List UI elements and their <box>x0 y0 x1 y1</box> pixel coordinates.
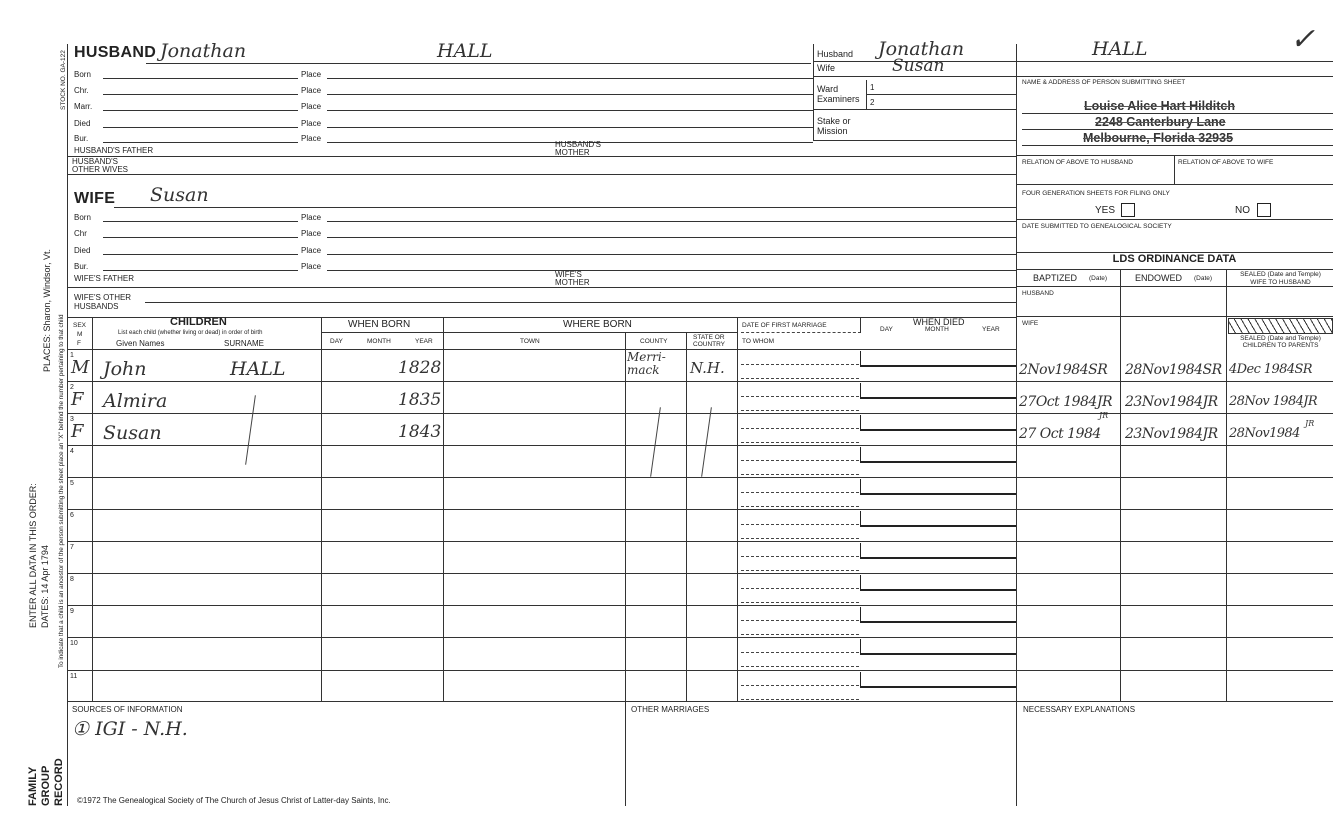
marriage-dash-line <box>741 364 859 365</box>
marriage-dash-line <box>741 685 859 686</box>
marriage-dash-line <box>741 460 859 461</box>
submitter-label: NAME & ADDRESS OF PERSON SUBMITTING SHEET <box>1022 79 1186 86</box>
rule <box>1016 316 1333 317</box>
death-date-box <box>860 447 1016 463</box>
death-date-box <box>860 543 1016 559</box>
husband-place-line <box>327 110 813 111</box>
rule <box>67 156 1016 157</box>
sealed-wife-label-2: WIFE TO HUSBAND <box>1250 279 1311 286</box>
rule <box>813 61 1333 62</box>
wife-event-line <box>103 254 298 255</box>
child-baptized-date: 2Nov1984SR <box>1019 362 1108 378</box>
child-baptized-date: 27 Oct 1984 <box>1019 426 1101 442</box>
wife-place-line <box>327 237 1016 238</box>
wife-place-label: Place <box>301 213 322 222</box>
rule <box>741 332 861 333</box>
born-year-label: YEAR <box>415 338 433 345</box>
yes-checkbox[interactable] <box>1121 203 1135 217</box>
wife-mother-label-1: WIFE'S <box>555 270 582 279</box>
rule <box>625 332 626 701</box>
child-sealed-date: 4Dec 1984SR <box>1229 362 1312 377</box>
necessary-explanations-label: NECESSARY EXPLANATIONS <box>1023 705 1136 714</box>
marriage-dash-line <box>741 396 859 397</box>
rule <box>443 332 737 333</box>
rule <box>1016 269 1333 270</box>
child-number: 3 <box>70 416 74 423</box>
rule <box>1022 129 1333 130</box>
death-date-box <box>860 672 1016 688</box>
child-birth-year: 1828 <box>398 358 442 378</box>
death-date-box <box>860 479 1016 495</box>
examiners-label: Examiners <box>817 94 860 104</box>
husband-event-label: Marr. <box>74 102 93 111</box>
marriage-dash-line <box>741 378 859 379</box>
places-note: PLACES: Sharon, Windsor, Vt. <box>42 248 52 372</box>
husband-surname: HALL <box>437 40 493 62</box>
wife-place-label: Place <box>301 246 322 255</box>
rule <box>145 302 1016 303</box>
rule <box>1016 286 1333 287</box>
child-given-name: Almira <box>103 390 168 412</box>
marriage-dash-line <box>741 538 859 539</box>
child-number: 7 <box>70 544 74 551</box>
wife-event-line <box>103 237 298 238</box>
relation-husband-label: RELATION OF ABOVE TO HUSBAND <box>1022 159 1133 166</box>
jr-note-2: JR <box>1305 419 1315 428</box>
table-row <box>67 509 1333 510</box>
husband-other-wives-label-2: OTHER WIVES <box>72 165 129 174</box>
sex-label: SEX <box>73 322 87 329</box>
husband-place-label: Place <box>301 70 322 79</box>
death-date-box <box>860 575 1016 591</box>
baptized-date-label: (Date) <box>1089 275 1108 282</box>
exam-husband-label: Husband <box>817 49 854 59</box>
children-note: List each child (whether living or dead) in order of birth <box>118 330 263 336</box>
ditto-mark <box>245 395 256 464</box>
lds-husband-label: HUSBAND <box>1022 290 1054 297</box>
born-month-label: MONTH <box>367 338 391 345</box>
child-surname: HALL <box>230 358 286 380</box>
wife-place-line <box>327 254 1016 255</box>
when-died-label: WHEN DIED <box>913 317 965 327</box>
rule <box>1016 219 1333 220</box>
husband-event-line <box>103 142 298 143</box>
rule <box>813 140 1016 141</box>
wife-place-label: Place <box>301 229 322 238</box>
child-number: 10 <box>70 640 78 647</box>
death-date-box <box>860 607 1016 623</box>
husband-father-label: HUSBAND'S FATHER <box>74 146 154 155</box>
table-row <box>67 541 1333 542</box>
rule <box>1022 113 1333 114</box>
wife-place-line <box>327 221 1016 222</box>
child-birth-year: 1843 <box>398 422 442 442</box>
wife-event-label: Bur. <box>74 262 89 271</box>
town-label: TOWN <box>520 338 540 345</box>
child-number: 9 <box>70 608 74 615</box>
husband-place-line <box>327 94 813 95</box>
marriage-dash-line <box>741 410 859 411</box>
husband-place-line <box>327 127 813 128</box>
child-sex: F <box>71 421 84 442</box>
child-sealed-date: 28Nov 1984JR <box>1229 394 1318 409</box>
four-generation-label: FOUR GENERATION SHEETS FOR FILING ONLY <box>1022 190 1170 197</box>
marriage-dash-line <box>741 588 859 589</box>
rule <box>813 109 1016 110</box>
examiner-1-label: 1 <box>870 83 875 92</box>
child-given-name: John <box>103 358 147 380</box>
hatched-area <box>1228 318 1333 334</box>
husband-name-line <box>146 63 811 64</box>
form-title-group: GROUP <box>40 765 52 806</box>
child-birth-year: 1835 <box>398 390 442 410</box>
to-whom-label: TO WHOM <box>742 338 775 345</box>
child-sex: F <box>71 389 84 410</box>
child-number: 6 <box>70 512 74 519</box>
child-baptized-date: 27Oct 1984JR <box>1019 394 1112 410</box>
marriage-dash-line <box>741 442 859 443</box>
ditto-mark <box>701 407 712 476</box>
sealed-wife-label-1: SEALED (Date and Temple) <box>1240 271 1321 278</box>
exam-wife-value: Susan <box>892 56 945 76</box>
marriage-dash-line <box>741 602 859 603</box>
other-marriages-label: OTHER MARRIAGES <box>631 705 710 714</box>
rule <box>860 317 861 333</box>
sex-f-label: F <box>77 340 81 347</box>
death-date-box <box>860 383 1016 399</box>
wife-father-label: WIFE'S FATHER <box>74 274 135 283</box>
rule <box>321 332 443 333</box>
county-label: COUNTY <box>640 338 668 345</box>
sources-value: ① IGI - N.H. <box>72 718 188 740</box>
form-title-record: RECORD <box>53 758 65 806</box>
child-number: 1 <box>70 352 74 359</box>
lds-title: LDS ORDINANCE DATA <box>1112 253 1237 265</box>
endowed-date-label: (Date) <box>1194 275 1213 282</box>
husband-other-wives-label-1: HUSBAND'S <box>72 157 118 166</box>
child-number: 8 <box>70 576 74 583</box>
wife-other-husbands-label-2: HUSBANDS <box>74 302 119 311</box>
ancestor-instructions: To indicate that a child is an ancestor of the person submitting the sheet place an "X" behind the number pertaining to that child <box>58 314 65 668</box>
child-birth-county: Merri-mack <box>627 350 666 377</box>
table-row <box>67 381 1333 382</box>
husband-event-label: Bur. <box>74 134 89 143</box>
submitter-name: Louise Alice Hart Hilditch <box>1084 99 1235 113</box>
child-sex: M <box>71 357 90 378</box>
husband-event-line <box>103 110 298 111</box>
left-border <box>67 44 68 806</box>
husband-mother-label-1: HUSBAND'S <box>555 140 601 149</box>
child-endowed-date: 23Nov1984JR <box>1125 394 1218 410</box>
child-number: 2 <box>70 384 74 391</box>
wife-mother-label-2: MOTHER <box>555 278 590 287</box>
wife-event-label: Died <box>74 246 91 255</box>
died-day-label: DAY <box>880 326 893 333</box>
ward-label: Ward <box>817 84 839 94</box>
sealed-children-label-2: CHILDREN TO PARENTS <box>1242 342 1319 349</box>
submitter-city: Melbourne, Florida 32935 <box>1083 131 1234 145</box>
date-submitted-label: DATE SUBMITTED TO GENEALOGICAL SOCIETY <box>1022 223 1172 230</box>
mission-label: Mission <box>817 126 848 136</box>
examiner-box-border <box>813 44 814 141</box>
copyright: ©1972 The Genealogical Society of The Church of Jesus Christ of Latter-day Saints, Inc. <box>77 796 391 805</box>
baptized-label: BAPTIZED <box>1033 273 1078 283</box>
death-date-box <box>860 415 1016 431</box>
death-date-box <box>860 511 1016 527</box>
wife-given-name: Susan <box>150 184 209 206</box>
rule <box>625 701 626 806</box>
husband-event-label: Chr. <box>74 86 89 95</box>
surname-header-label: SURNAME <box>224 339 265 348</box>
wife-event-line <box>103 221 298 222</box>
child-number: 11 <box>70 673 78 680</box>
died-month-label: MONTH <box>925 326 949 333</box>
marriage-dash-line <box>741 524 859 525</box>
child-birth-state: N.H. <box>690 359 725 377</box>
no-checkbox[interactable] <box>1257 203 1271 217</box>
husband-given-name: Jonathan <box>160 40 247 62</box>
marriage-dash-line <box>741 699 859 700</box>
form-title-family: FAMILY <box>27 766 39 806</box>
wife-place-line <box>327 270 1016 271</box>
marriage-dash-line <box>741 570 859 571</box>
rule <box>67 701 1333 702</box>
child-sealed-date: 28Nov1984 <box>1229 426 1300 441</box>
child-number: 4 <box>70 448 74 455</box>
when-born-label: WHEN BORN <box>348 319 411 330</box>
table-row <box>67 573 1333 574</box>
marriage-dash-line <box>741 652 859 653</box>
husband-place-label: Place <box>301 119 322 128</box>
child-given-name: Susan <box>103 422 162 444</box>
exam-wife-label: Wife <box>817 63 835 73</box>
right-section-border <box>1016 44 1017 806</box>
rule <box>67 287 1016 288</box>
husband-event-label: Died <box>74 119 91 128</box>
given-names-label: Given Names <box>116 339 165 348</box>
rule <box>1022 145 1333 146</box>
marriage-dash-line <box>741 474 859 475</box>
rule <box>67 349 1016 350</box>
husband-place-label: Place <box>301 134 322 143</box>
table-row <box>67 605 1333 606</box>
child-number: 5 <box>70 480 74 487</box>
marriage-dash-line <box>741 634 859 635</box>
died-year-label: YEAR <box>982 326 1000 333</box>
stock-number: STOCK NO. GA-122 <box>60 50 67 110</box>
rule <box>866 94 1016 95</box>
yes-label: YES <box>1095 205 1116 216</box>
children-label: CHILDREN <box>170 316 227 328</box>
husband-place-label: Place <box>301 86 322 95</box>
table-row <box>67 670 1333 671</box>
table-row <box>67 637 1333 638</box>
table-row <box>67 445 1333 446</box>
marriage-dash-line <box>741 492 859 493</box>
marriage-dash-line <box>741 556 859 557</box>
husband-event-label: Born <box>74 70 91 79</box>
born-day-label: DAY <box>330 338 343 345</box>
exam-husband-surname: HALL <box>1092 38 1148 60</box>
husband-event-line <box>103 78 298 79</box>
where-born-label: WHERE BORN <box>563 319 632 330</box>
wife-label: WIFE <box>74 190 116 207</box>
death-date-box <box>860 639 1016 655</box>
lds-wife-label: WIFE <box>1022 320 1039 327</box>
wife-event-line <box>103 270 298 271</box>
marriage-dash-line <box>741 428 859 429</box>
enter-data-order: ENTER ALL DATA IN THIS ORDER: <box>28 483 38 628</box>
rule <box>686 332 687 701</box>
examiner-2-label: 2 <box>870 98 875 107</box>
wife-place-label: Place <box>301 262 322 271</box>
check-mark: ✓ <box>1290 22 1316 57</box>
state-label-2: COUNTRY <box>693 341 726 348</box>
husband-place-label: Place <box>301 102 322 111</box>
sealed-children-label-1: SEALED (Date and Temple) <box>1240 335 1321 342</box>
wife-event-label: Born <box>74 213 91 222</box>
husband-mother-label-2: MOTHER <box>555 148 590 157</box>
state-label-1: STATE OR <box>693 334 725 341</box>
jr-note-1: JR <box>1099 411 1109 420</box>
exam-husband-value: Jonathan <box>878 38 965 60</box>
ditto-mark <box>650 407 661 476</box>
endowed-label: ENDOWED <box>1135 273 1182 283</box>
relation-wife-label: RELATION OF ABOVE TO WIFE <box>1178 159 1274 166</box>
stake-label: Stake or <box>817 116 851 126</box>
wife-name-line <box>114 207 1016 208</box>
no-label: NO <box>1235 205 1250 216</box>
marriage-dash-line <box>741 506 859 507</box>
husband-event-line <box>103 127 298 128</box>
wife-event-label: Chr <box>74 229 87 238</box>
rule <box>813 76 1333 77</box>
husband-place-line <box>327 78 813 79</box>
child-endowed-date: 28Nov1984SR <box>1125 362 1222 378</box>
submitter-street: 2248 Canterbury Lane <box>1095 115 1226 129</box>
rule <box>1016 184 1333 185</box>
child-endowed-date: 23Nov1984JR <box>1125 426 1218 442</box>
sex-m-label: M <box>77 331 83 338</box>
sources-label: SOURCES OF INFORMATION <box>72 705 183 714</box>
death-date-box <box>860 351 1016 367</box>
table-row <box>67 477 1333 478</box>
marriage-dash-line <box>741 666 859 667</box>
first-marriage-label: DATE OF FIRST MARRIAGE <box>742 322 827 329</box>
husband-label: HUSBAND <box>74 44 157 61</box>
rule <box>67 174 1016 175</box>
marriage-dash-line <box>741 620 859 621</box>
wife-other-husbands-label-1: WIFE'S OTHER <box>74 293 132 302</box>
husband-event-line <box>103 94 298 95</box>
dates-note: DATES: 14 Apr 1794 <box>40 545 50 628</box>
table-row <box>67 413 1333 414</box>
rule <box>1174 155 1175 184</box>
